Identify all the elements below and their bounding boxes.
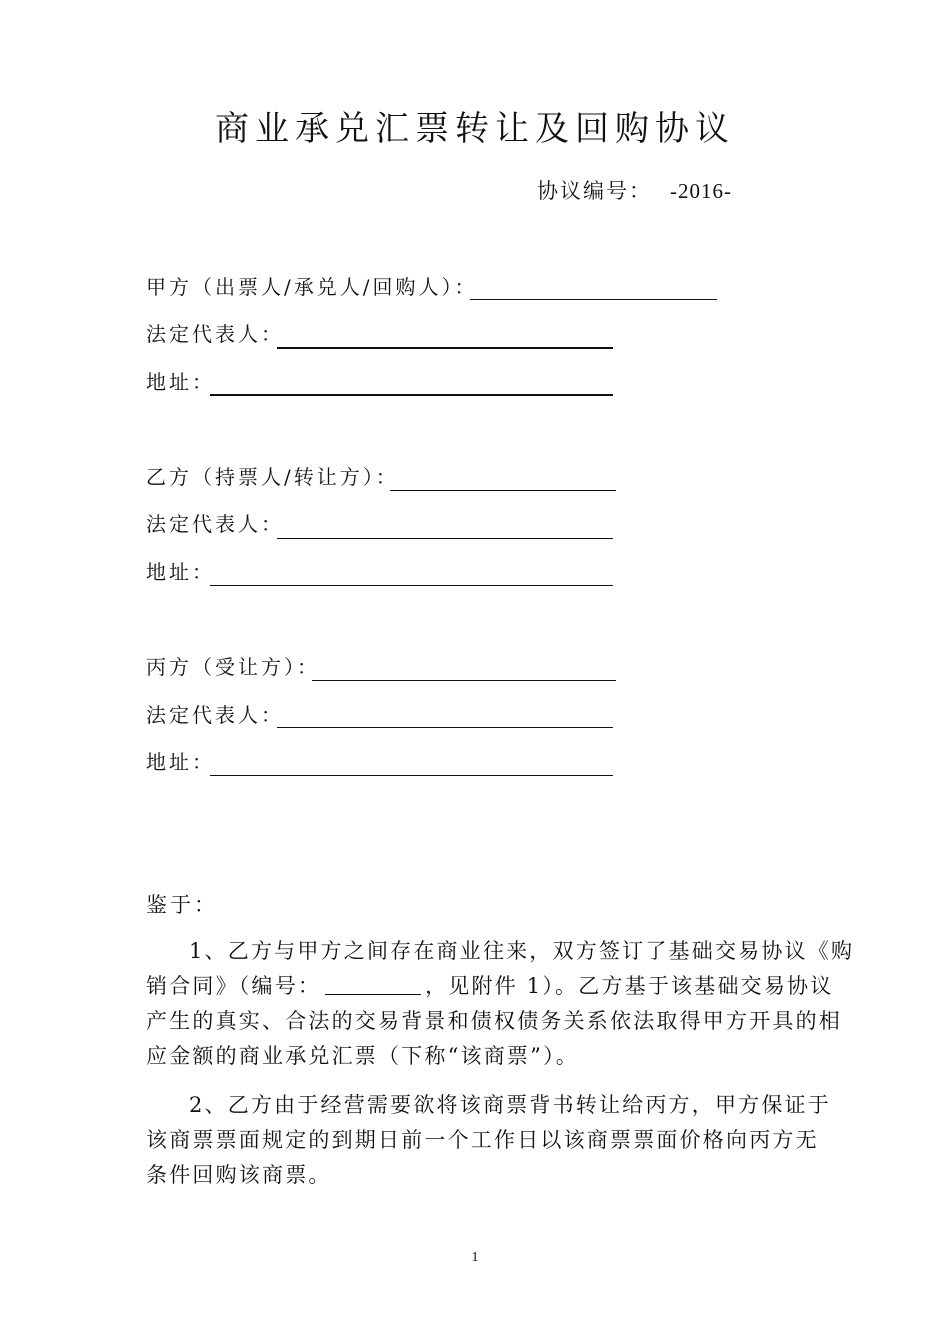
whereas-clause-2 [146, 1088, 831, 1193]
party-b-address-label: 地址： [146, 560, 215, 584]
document-title: 商业承兑汇票转让及回购协议 [215, 109, 735, 149]
party-c-address-label: 地址： [146, 750, 215, 774]
party-b-rep-label: 法定代表人： [146, 512, 284, 536]
party-a-address-blank[interactable] [210, 394, 613, 396]
party-b-label: 乙方（持票人/转让方）： [146, 465, 399, 489]
party-b-address-blank[interactable] [210, 585, 613, 586]
clause-1-line-1: 1、乙方与甲方之间存在商业往来，双方签订了基础交易协议《购 [189, 939, 855, 963]
party-a-name-blank[interactable] [470, 299, 717, 300]
party-a-rep-label: 法定代表人： [146, 322, 284, 346]
party-b-name-blank[interactable] [390, 490, 616, 491]
clause-1-line-2-after: ，见附件 1）。乙方基于该基础交易协议 [425, 974, 834, 998]
clause-2-line-1: 2、乙方由于经营需要欲将该商票背书转让给丙方，甲方保证于 [189, 1093, 831, 1117]
contract-number-blank[interactable] [325, 972, 421, 995]
whereas-clause-1 [146, 934, 855, 1074]
party-c-rep-label: 法定代表人： [146, 703, 284, 727]
party-c-name-blank[interactable] [312, 680, 616, 681]
clause-1-line-4: 应金额的商业承兑汇票（下称“该商票”）。 [146, 1044, 579, 1068]
party-b-rep-blank[interactable] [277, 538, 613, 539]
agreement-number [537, 176, 732, 206]
clause-1-line-2-before: 销合同》（编号： [146, 974, 322, 998]
party-c-address-blank[interactable] [210, 775, 613, 776]
clause-1-line-2 [146, 969, 834, 1004]
party-a-label: 甲方（出票人/承兑人/回购人）： [146, 275, 478, 299]
party-a-address-label: 地址： [146, 370, 215, 394]
party-c-rep-blank[interactable] [277, 727, 613, 728]
whereas-label: 鉴于： [146, 893, 218, 917]
clause-2-line-2: 该商票票面规定的到期日前一个工作日以该商票票面价格向丙方无 [146, 1128, 819, 1152]
clause-2-line-3: 条件回购该商票。 [146, 1163, 332, 1187]
party-c-label: 丙方（受让方）： [146, 655, 320, 679]
agreement-number-label: 协议编号： [537, 179, 652, 203]
clause-1-line-3: 产生的真实、合法的交易背景和债权债务关系依法取得甲方开具的相 [146, 1009, 842, 1033]
page-number: 1 [471, 1250, 479, 1265]
party-a-rep-blank[interactable] [277, 347, 613, 349]
agreement-number-value: -2016- [670, 179, 732, 203]
